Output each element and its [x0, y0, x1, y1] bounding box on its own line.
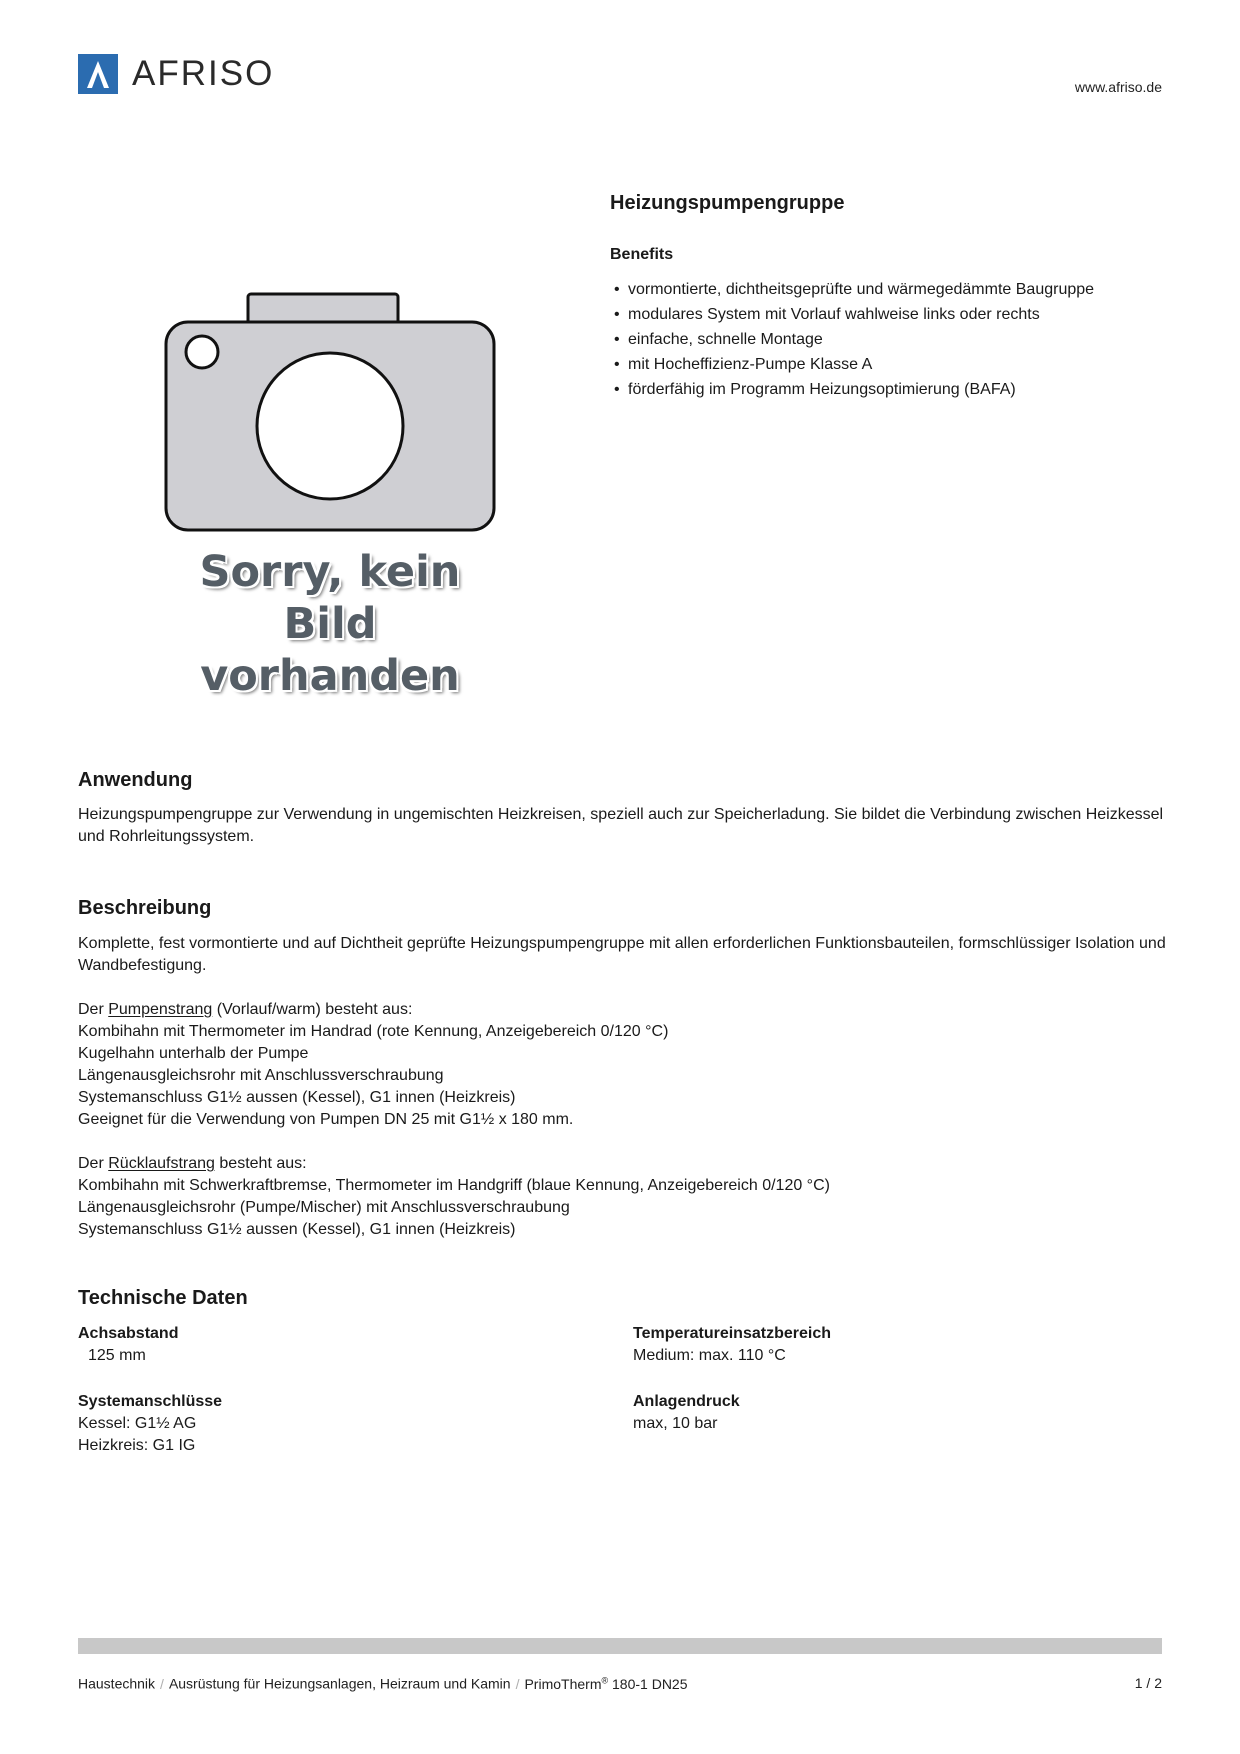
ruecklaufstrang-block	[78, 1153, 1168, 1241]
breadcrumb-separator: /	[515, 1675, 520, 1692]
list-item: • mit Hocheffizienz-Pumpe Klasse A	[614, 352, 1094, 377]
spec-value: Medium: max. 110 °C	[633, 1347, 786, 1364]
spec-temperatureinsatzbereich	[633, 1323, 831, 1367]
spec-value: Kessel: G1½ AG	[78, 1415, 197, 1432]
section-title-anwendung: Anwendung	[78, 769, 193, 791]
ruecklaufstrang-heading: Der Rücklaufstrang besteht aus:	[78, 1155, 307, 1172]
list-item: Längenausgleichsrohr mit Anschlussverschraubung	[78, 1067, 444, 1084]
section-title-beschreibung: Beschreibung	[78, 897, 212, 919]
spec-value: 125 mm	[88, 1347, 146, 1364]
brand-name: AFRISO	[132, 54, 275, 93]
spec-label: Achsabstand	[78, 1325, 179, 1342]
list-item: Kugelhahn unterhalb der Pumpe	[78, 1045, 309, 1062]
benefits-heading: Benefits	[610, 246, 674, 263]
breadcrumb-item-product[interactable]: PrimoTherm® 180-1 DN25	[524, 1675, 688, 1692]
bullet-icon: •	[614, 356, 620, 373]
list-item: Systemanschluss G1½ aussen (Kessel), G1 innen (Heizkreis)	[78, 1089, 516, 1106]
list-item: • förderfähig im Programm Heizungsoptimierung (BAFA)	[614, 377, 1094, 402]
pumpenstrang-block	[78, 999, 1168, 1131]
no-image-caption: Sorry, kein Bild vorhanden	[199, 547, 461, 701]
breadcrumb-separator: /	[160, 1675, 164, 1692]
spec-value: max, 10 bar	[633, 1415, 718, 1432]
brand-logo	[78, 54, 274, 94]
spec-achsabstand	[78, 1323, 178, 1367]
anwendung-text: Heizungspumpengruppe zur Verwendung in ungemischten Heizkreisen, speziell auch zur Speicherladung. Sie bildet die Verbindung zwischen Heizkessel und Rohrleitungssystem.	[78, 806, 1164, 845]
spec-label: Systemanschlüsse	[78, 1393, 223, 1410]
breadcrumb-item[interactable]: Haustechnik	[78, 1675, 156, 1692]
list-item: Längenausgleichsrohr (Pumpe/Mischer) mit Anschlussverschraubung	[78, 1199, 570, 1216]
no-image-placeholder	[160, 290, 500, 701]
list-item: • einfache, schnelle Montage	[614, 327, 1094, 352]
section-title-technische-daten: Technische Daten	[78, 1287, 248, 1309]
bullet-icon: •	[614, 331, 620, 348]
spec-systemanschluesse	[78, 1391, 222, 1457]
breadcrumb	[78, 1675, 688, 1692]
camera-icon	[160, 290, 500, 540]
pumpenstrang-heading: Der Pumpenstrang (Vorlauf/warm) besteht aus:	[78, 1001, 413, 1018]
pumpenstrang-term: Pumpenstrang	[108, 1001, 213, 1018]
page-number: 1 / 2	[1134, 1675, 1162, 1691]
ruecklaufstrang-term: Rücklaufstrang	[108, 1155, 215, 1172]
list-item: • modulares System mit Vorlauf wahlweise links oder rechts	[614, 302, 1094, 327]
list-item: Kombihahn mit Schwerkraftbremse, Thermometer im Handgriff (blaue Kennung, Anzeigebereich 0/120 °C)	[78, 1177, 830, 1194]
bullet-icon: •	[614, 306, 620, 323]
spec-value: Heizkreis: G1 IG	[78, 1437, 196, 1454]
list-item: Systemanschluss G1½ aussen (Kessel), G1 innen (Heizkreis)	[78, 1221, 516, 1238]
benefits-list	[614, 277, 1094, 402]
bullet-icon: •	[614, 281, 620, 298]
list-item: Kombihahn mit Thermometer im Handrad (rote Kennung, Anzeigebereich 0/120 °C)	[78, 1023, 669, 1040]
beschreibung-intro: Komplette, fest vormontierte und auf Dichtheit geprüfte Heizungspumpengruppe mit allen erforderlichen Funktionsbauteilen, formschlüssiger Isolation und Wandbefestigung.	[78, 935, 1166, 974]
spec-label: Temperatureinsatzbereich	[633, 1325, 831, 1342]
breadcrumb-item[interactable]: Ausrüstung für Heizungsanlagen, Heizraum und Kamin	[168, 1675, 511, 1692]
product-title: Heizungspumpengruppe	[610, 192, 845, 214]
footer-divider	[78, 1638, 1162, 1654]
list-item: • vormontierte, dichtheitsgeprüfte und wärmegedämmte Baugruppe	[614, 277, 1094, 302]
bullet-icon: •	[614, 381, 620, 398]
spec-label: Anlagendruck	[633, 1393, 740, 1410]
list-item: Geeignet für die Verwendung von Pumpen DN 25 mit G1½ x 180 mm.	[78, 1111, 574, 1128]
spec-anlagendruck	[633, 1391, 740, 1435]
website-url[interactable]: www.afriso.de	[1074, 79, 1162, 95]
afriso-logo-icon	[78, 54, 118, 94]
